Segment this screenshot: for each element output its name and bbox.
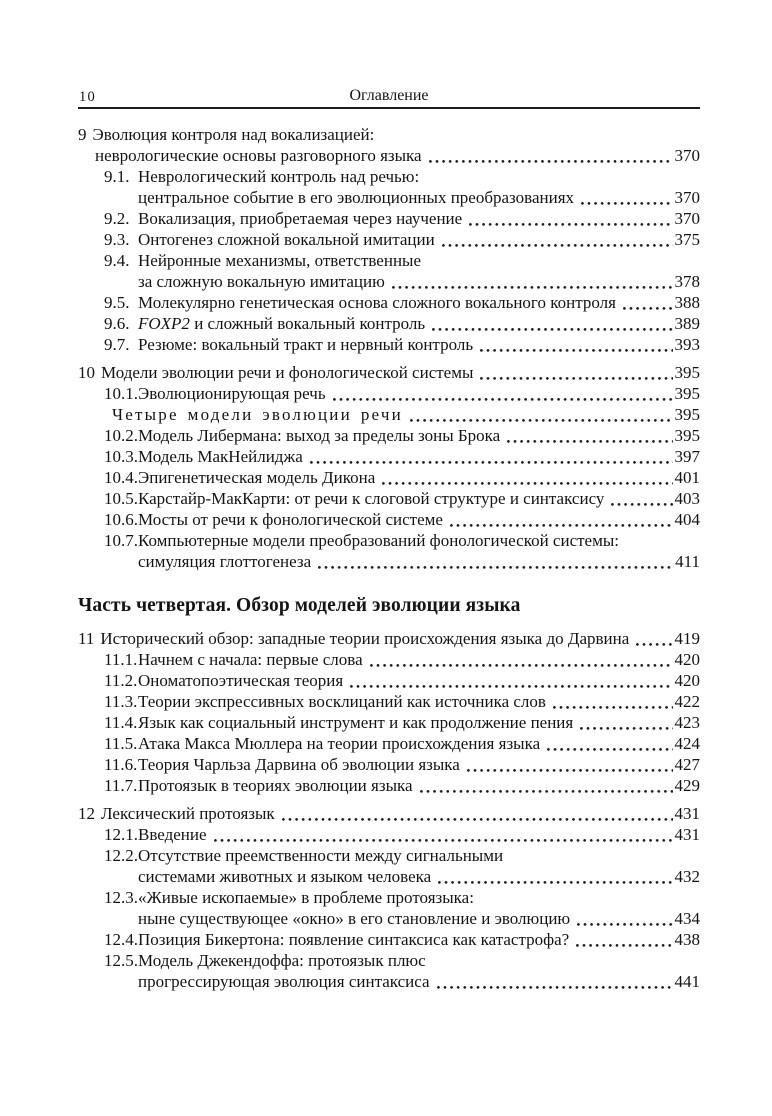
toc-line-11-2 xyxy=(78,670,700,691)
entry-title xyxy=(138,313,425,334)
dot-leader xyxy=(478,362,672,383)
dot-leader xyxy=(348,670,672,691)
dot-leader xyxy=(408,404,673,425)
entry-title: Компьютерные модели преобразований фонологической системы: xyxy=(138,531,619,550)
entry-number: 10.1. xyxy=(104,384,138,403)
dot-leader xyxy=(430,313,672,334)
entry-number: 10.7. xyxy=(104,531,138,550)
entry-page-number: 395 xyxy=(674,384,700,403)
entry-number: 11.1. xyxy=(104,650,138,669)
toc-line-12-2-cont xyxy=(78,866,700,887)
entry-title: ныне существующее «окно» в его становление и эволюцию xyxy=(138,909,571,928)
toc-line-ch10 xyxy=(78,362,700,383)
dot-leader xyxy=(545,733,672,754)
entry-number: 10.6. xyxy=(104,510,138,529)
entry-number: 12.2. xyxy=(104,846,138,865)
entry-number: 12.4. xyxy=(104,930,138,949)
entry-page-number: 378 xyxy=(674,272,700,291)
page-content xyxy=(78,86,700,992)
toc-line-ch9-cont xyxy=(78,145,700,166)
dot-leader xyxy=(465,754,673,775)
entry-title: Онтогенез сложной вокальной имитации xyxy=(138,230,435,249)
entry-number: 12.3. xyxy=(104,888,138,907)
entry-page-number: 411 xyxy=(675,552,700,571)
toc-line-12-2 xyxy=(78,845,700,866)
toc-line-10-1 xyxy=(78,383,700,404)
entry-title: центральное событие в его эволюционных преобразованиях xyxy=(138,188,575,207)
dot-leader xyxy=(280,803,673,824)
entry-number: 10.5. xyxy=(104,489,138,508)
toc-line-four-models xyxy=(78,404,700,425)
entry-page-number: 404 xyxy=(674,510,700,529)
entry-number: 11.5. xyxy=(104,734,138,753)
entry-page-number: 434 xyxy=(674,909,700,928)
dot-leader xyxy=(427,145,673,166)
entry-title: Ономатопоэтическая теория xyxy=(138,671,344,690)
entry-number: 9 xyxy=(78,125,87,144)
entry-page-number: 432 xyxy=(674,867,700,886)
dot-leader xyxy=(467,208,672,229)
toc-line-9-4-cont xyxy=(78,271,700,292)
toc-block-chapters-9-10 xyxy=(78,124,700,572)
dot-leader xyxy=(390,271,673,292)
entry-number: 11.6. xyxy=(104,755,138,774)
dot-leader xyxy=(574,929,672,950)
dot-leader xyxy=(368,649,673,670)
toc-line-9-2 xyxy=(78,208,700,229)
dot-leader xyxy=(578,712,672,733)
toc-line-12-1 xyxy=(78,824,700,845)
entry-title: Теории экспрессивных восклицаний как источника слов xyxy=(138,692,546,711)
dot-leader xyxy=(575,908,672,929)
toc-line-12-4 xyxy=(78,929,700,950)
entry-page-number: 431 xyxy=(674,804,700,823)
entry-page-number: 420 xyxy=(674,671,700,690)
entry-page-number: 429 xyxy=(674,776,700,795)
entry-title: Резюме: вокальный тракт и нервный контроль xyxy=(138,335,474,354)
toc-line-11-3 xyxy=(78,691,700,712)
toc-line-9-1 xyxy=(78,166,700,187)
dot-leader xyxy=(418,775,673,796)
toc-line-ch11 xyxy=(78,628,700,649)
dot-leader xyxy=(440,229,673,250)
toc-line-10-7 xyxy=(78,530,700,551)
entry-page-number: 370 xyxy=(674,209,700,228)
dot-leader xyxy=(212,824,673,845)
dot-leader xyxy=(316,551,673,572)
entry-title: Модель Джекендоффа: протоязык плюс xyxy=(138,951,426,970)
entry-number: 11 xyxy=(78,629,95,648)
dot-leader xyxy=(609,488,672,509)
dot-leader xyxy=(551,691,673,712)
entry-page-number: 395 xyxy=(674,426,700,445)
toc-line-9-1-cont xyxy=(78,187,700,208)
entry-page-number: 422 xyxy=(674,692,700,711)
entry-page-number: 441 xyxy=(674,972,700,991)
toc-line-10-5 xyxy=(78,488,700,509)
entry-page-number: 423 xyxy=(674,713,700,732)
entry-title: неврологические основы разговорного языка xyxy=(95,146,422,165)
entry-page-number: 438 xyxy=(674,930,700,949)
entry-number: 12 xyxy=(78,804,95,823)
toc-line-10-3 xyxy=(78,446,700,467)
entry-title: Атака Макса Мюллера на теории происхождения языка xyxy=(138,734,541,753)
entry-number: 11.2. xyxy=(104,671,138,690)
entry-title: Модель МакНейлиджа xyxy=(138,447,303,466)
entry-title: Модель Либермана: выход за пределы зоны Брока xyxy=(138,426,501,445)
entry-page-number: 389 xyxy=(674,314,700,333)
entry-page-number: 401 xyxy=(674,468,700,487)
toc-line-9-6 xyxy=(78,313,700,334)
entry-number: 10.4. xyxy=(104,468,138,487)
dot-leader xyxy=(505,425,672,446)
toc-line-9-7 xyxy=(78,334,700,355)
entry-title: системами животных и языком человека xyxy=(138,867,432,886)
entry-number: 10 xyxy=(78,363,95,382)
entry-title: Теория Чарльза Дарвина об эволюции языка xyxy=(138,755,460,774)
entry-page-number: 427 xyxy=(674,755,700,774)
entry-number: 9.6. xyxy=(104,314,130,333)
entry-title: Молекулярно генетическая основа сложного вокального контроля xyxy=(138,293,616,312)
dot-leader xyxy=(380,467,672,488)
toc-line-11-5 xyxy=(78,733,700,754)
toc-block-chapters-11-12 xyxy=(78,628,700,992)
entry-number: 9.3. xyxy=(104,230,130,249)
entry-title: Неврологический контроль над речью: xyxy=(138,167,420,186)
toc-line-12-3 xyxy=(78,887,700,908)
entry-title: Эволюция контроля над вокализацией: xyxy=(92,125,375,144)
dot-leader xyxy=(621,292,673,313)
entry-page-number: 370 xyxy=(674,146,700,165)
toc-line-10-2 xyxy=(78,425,700,446)
entry-title: «Живые ископаемые» в проблеме протоязыка: xyxy=(138,888,474,907)
entry-page-number: 388 xyxy=(674,293,700,312)
entry-title: Эпигенетическая модель Дикона xyxy=(138,468,376,487)
toc-line-12-5 xyxy=(78,950,700,971)
entry-number: 10.3. xyxy=(104,447,138,466)
toc-line-11-4 xyxy=(78,712,700,733)
entry-title: Позиция Бикертона: появление синтаксиса как катастрофа? xyxy=(138,930,570,949)
toc-line-10-4 xyxy=(78,467,700,488)
running-header xyxy=(78,86,700,109)
entry-page-number: 431 xyxy=(674,825,700,844)
dot-leader xyxy=(634,628,672,649)
entry-page-number: 403 xyxy=(674,489,700,508)
toc-line-ch12 xyxy=(78,803,700,824)
entry-title: Нейронные механизмы, ответственные xyxy=(138,251,422,270)
entry-title: Исторический обзор: западные теории происхождения языка до Дарвина xyxy=(100,629,630,648)
toc-line-10-7-cont xyxy=(78,551,700,572)
entry-page-number: 375 xyxy=(674,230,700,249)
toc-line-11-1 xyxy=(78,649,700,670)
entry-page-number: 395 xyxy=(674,405,700,424)
entry-title: Протоязык в теориях эволюции языка xyxy=(138,776,413,795)
entry-title: Модели эволюции речи и фонологической системы xyxy=(101,363,474,382)
entry-title: Язык как социальный инструмент и как продолжение пения xyxy=(138,713,574,732)
toc-line-9-3 xyxy=(78,229,700,250)
entry-title-rest: и сложный вокальный контроль xyxy=(189,314,426,333)
entry-title: прогрессирующая эволюция синтаксиса xyxy=(138,972,430,991)
entry-number: 11.7. xyxy=(104,776,138,795)
entry-page-number: 420 xyxy=(674,650,700,669)
dot-leader xyxy=(579,187,672,208)
entry-number: 12.5. xyxy=(104,951,138,970)
toc-line-10-6 xyxy=(78,509,700,530)
entry-page-number: 424 xyxy=(674,734,700,753)
entry-page-number: 419 xyxy=(674,629,700,648)
toc-line-11-6 xyxy=(78,754,700,775)
entry-number: 9.2. xyxy=(104,209,130,228)
part-heading: Часть четвертая. Обзор моделей эволюции языка xyxy=(78,595,521,616)
dot-leader xyxy=(448,509,673,530)
dot-leader xyxy=(308,446,673,467)
entry-title: симуляция глоттогенеза xyxy=(138,552,312,571)
entry-title: Эволюционирующая речь xyxy=(138,384,326,403)
toc-line-9-4 xyxy=(78,250,700,271)
italic-term: FOXP2 xyxy=(138,314,190,333)
toc-line-12-5-cont xyxy=(78,971,700,992)
entry-title: Вокализация, приобретаемая через научение xyxy=(138,209,463,228)
entry-number: 12.1. xyxy=(104,825,138,844)
entry-page-number: 393 xyxy=(674,335,700,354)
entry-title: Начнем с начала: первые слова xyxy=(138,650,363,669)
entry-title: Мосты от речи к фонологической системе xyxy=(138,510,443,529)
toc-line-12-3-cont xyxy=(78,908,700,929)
toc-line-11-7 xyxy=(78,775,700,796)
dot-leader xyxy=(331,383,673,404)
entry-number: 10.2. xyxy=(104,426,138,445)
running-header-title: Оглавление xyxy=(349,87,429,104)
page-number: 10 xyxy=(79,89,96,105)
toc-line-ch9 xyxy=(78,124,700,145)
entry-number: 11.4. xyxy=(104,713,138,732)
dot-leader xyxy=(435,971,673,992)
entry-number: 9.5. xyxy=(104,293,130,312)
entry-title: Лексический протоязык xyxy=(101,804,275,823)
entry-title: Карстайр-МакКарти: от речи к слоговой структуре и синтаксису xyxy=(138,489,605,508)
entry-title: Отсутствие преемственности между сигнальными xyxy=(138,846,504,865)
toc-line-9-5 xyxy=(78,292,700,313)
entry-number: 9.4. xyxy=(104,251,130,270)
entry-page-number: 397 xyxy=(674,447,700,466)
entry-page-number: 395 xyxy=(674,363,700,382)
entry-title: Введение xyxy=(138,825,207,844)
entry-title: за сложную вокальную имитацию xyxy=(138,272,385,291)
dot-leader xyxy=(478,334,672,355)
entry-number: 9.7. xyxy=(104,335,130,354)
entry-title: Четыре модели эволюции речи xyxy=(112,405,403,424)
entry-number: 9.1. xyxy=(104,167,130,186)
entry-number: 11.3. xyxy=(104,692,138,711)
dot-leader xyxy=(436,866,672,887)
entry-page-number: 370 xyxy=(674,188,700,207)
